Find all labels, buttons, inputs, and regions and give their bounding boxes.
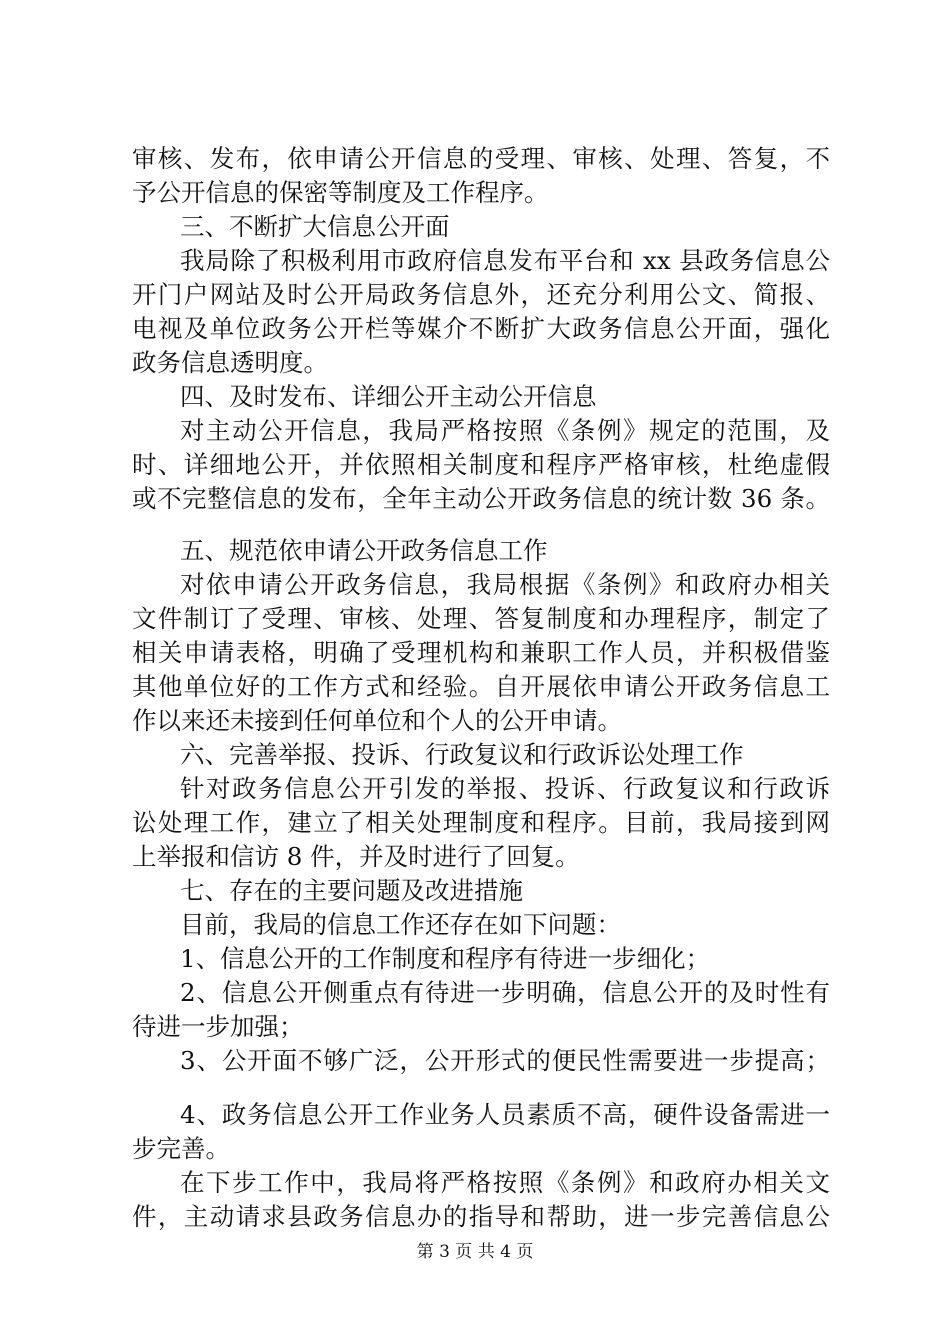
paragraph-line: 件，主动请求县政务信息办的指导和帮助，进一步完善信息公 xyxy=(132,1202,830,1231)
paragraph-line: 对主动公开信息，我局严格按照《条例》规定的范围，及 xyxy=(180,416,830,445)
list-item: 4、政务信息公开工作业务人员素质不高，硬件设备需进一 xyxy=(180,1100,830,1129)
paragraph-line: 电视及单位政务公开栏等媒介不断扩大政务信息公开面，强化 xyxy=(132,314,830,343)
paragraph-line: 对依申请公开政务信息，我局根据《条例》和政府办相关 xyxy=(180,570,830,599)
list-item: 2、信息公开侧重点有待进一步明确，信息公开的及时性有 xyxy=(180,978,830,1007)
paragraph-line: 文件制订了受理、审核、处理、答复制度和办理程序，制定了 xyxy=(132,604,830,633)
paragraph-line: 在下步工作中，我局将严格按照《条例》和政府办相关文 xyxy=(180,1168,830,1197)
section-heading: 三、不断扩大信息公开面 xyxy=(180,212,450,241)
paragraph-line: 相关申请表格，明确了受理机构和兼职工作人员，并积极借鉴 xyxy=(132,638,830,667)
paragraph-line: 讼处理工作，建立了相关处理制度和程序。目前，我局接到网 xyxy=(132,808,830,837)
paragraph-line: 审核、发布，依申请公开信息的受理、审核、处理、答复，不 xyxy=(132,144,830,173)
list-item-continuation: 步完善。 xyxy=(132,1134,230,1163)
paragraph-line: 政务信息透明度。 xyxy=(132,348,328,377)
paragraph-line: 或不完整信息的发布，全年主动公开政务信息的统计数 36 条。 xyxy=(132,484,830,513)
paragraph-line: 时、详细地公开，并依照相关制度和程序严格审核，杜绝虚假 xyxy=(132,450,830,479)
paragraph-line: 开门户网站及时公开局政务信息外，还充分利用公文、简报、 xyxy=(132,280,830,309)
section-heading: 六、完善举报、投诉、行政复议和行政诉讼处理工作 xyxy=(180,740,744,769)
paragraph-line: 予公开信息的保密等制度及工作程序。 xyxy=(132,178,549,207)
section-heading: 五、规范依申请公开政务信息工作 xyxy=(180,536,548,565)
list-item: 1、信息公开的工作制度和程序有待进一步细化； xyxy=(180,944,711,973)
list-item-continuation: 待进一步加强； xyxy=(132,1012,304,1041)
paragraph-line: 目前，我局的信息工作还存在如下问题： xyxy=(180,910,621,939)
section-heading: 四、及时发布、详细公开主动公开信息 xyxy=(180,382,597,411)
paragraph-line: 其他单位好的工作方式和经验。自开展依申请公开政务信息工 xyxy=(132,672,830,701)
paragraph-line: 上举报和信访 8 件，并及时进行了回复。 xyxy=(132,842,580,871)
paragraph-line: 我局除了积极利用市政府信息发布平台和 xx 县政务信息公 xyxy=(180,246,830,275)
paragraph-line: 针对政务信息公开引发的举报、投诉、行政复议和行政诉 xyxy=(180,774,830,803)
section-heading: 七、存在的主要问题及改进措施 xyxy=(180,876,523,905)
page-footer: 第 3 页 共 4 页 xyxy=(416,1242,534,1262)
paragraph-line: 作以来还未接到任何单位和个人的公开申请。 xyxy=(132,706,622,735)
list-item: 3、公开面不够广泛，公开形式的便民性需要进一步提高； xyxy=(180,1046,830,1075)
